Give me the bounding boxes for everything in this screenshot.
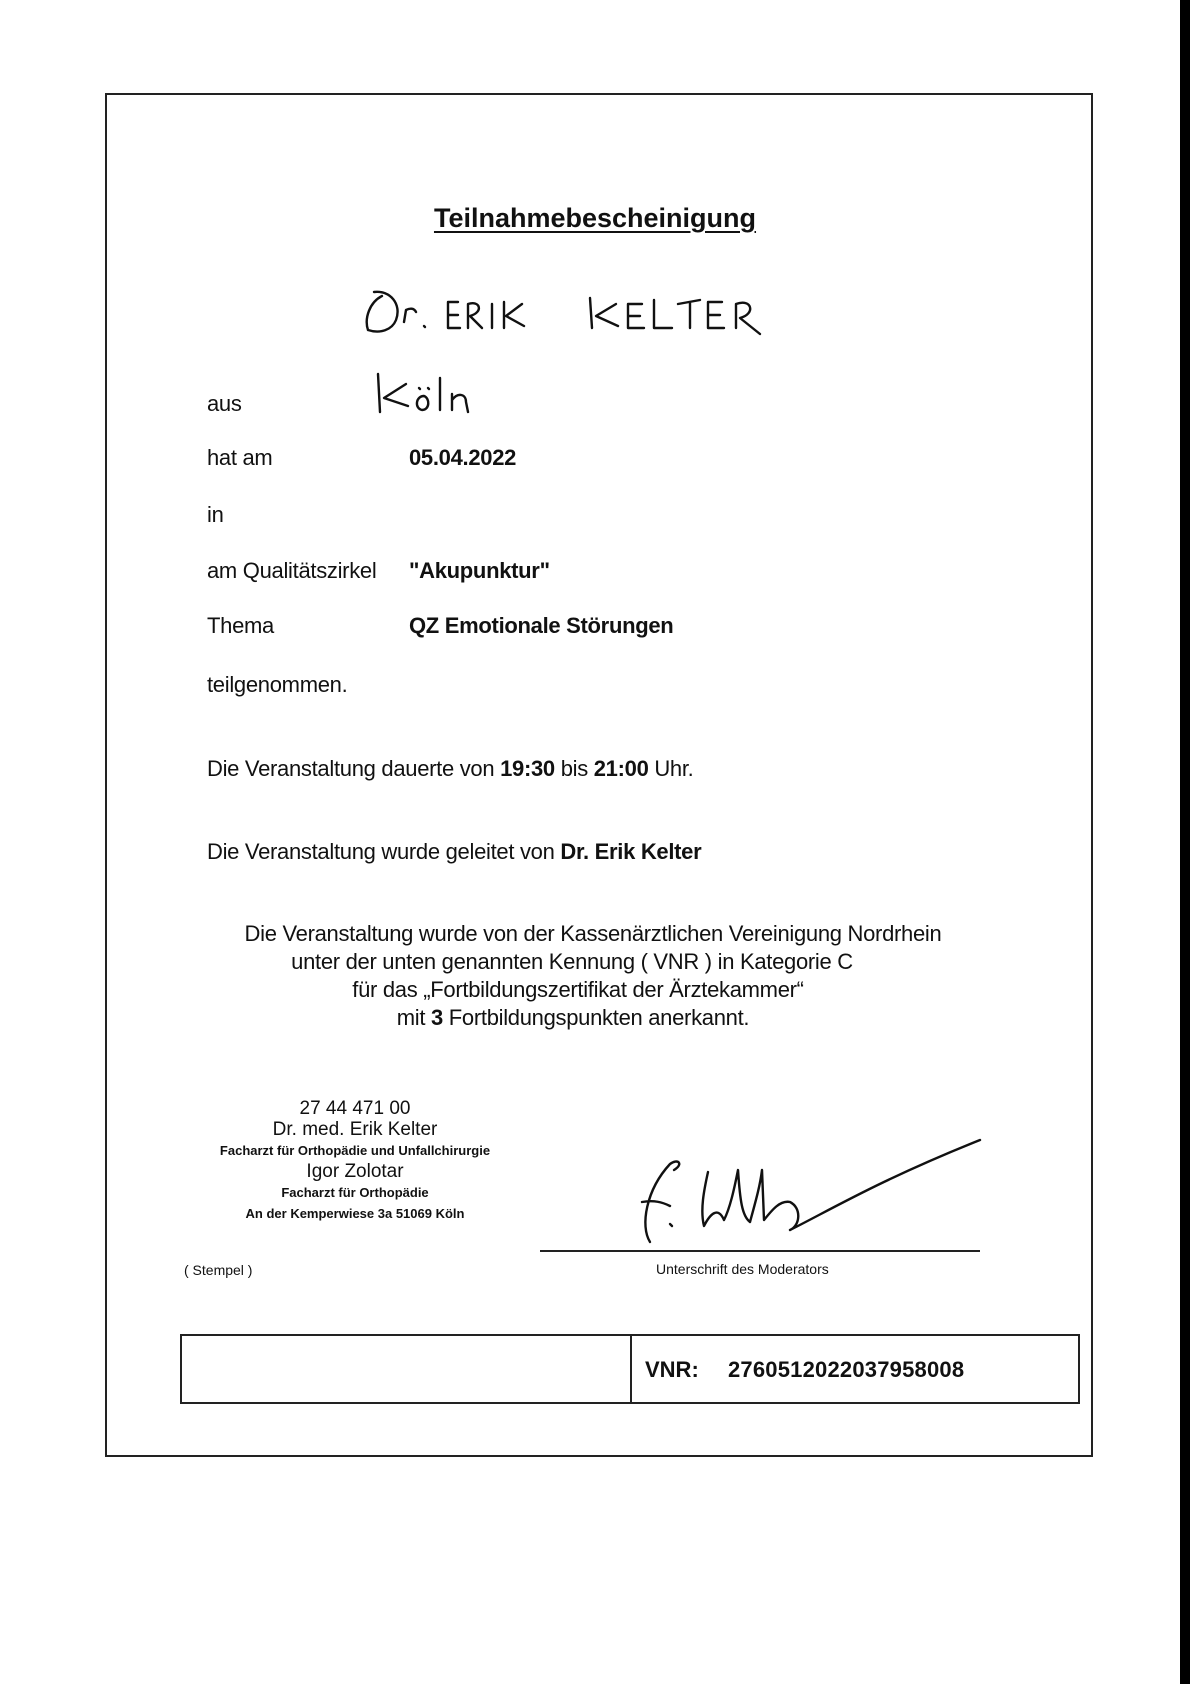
document-title: Teilnahmebescheinigung	[433, 203, 757, 233]
vnr-value: 2760512022037958008	[728, 1357, 965, 1382]
quality-circle-name: "Akupunktur"	[409, 558, 550, 583]
recognition-line-3: für das „Fortbildungszertifikat der Ärztekammer“	[352, 977, 804, 1002]
label-qualitaetszirkel: am Qualitätszirkel	[207, 558, 377, 583]
scan-edge-bar	[1180, 0, 1190, 1684]
handwritten-city	[372, 370, 492, 420]
stamp-address: An der Kemperwiese 3a 51069 Köln	[245, 1206, 465, 1221]
recognition-line-2: unter der unten genannten Kennung ( VNR ) in Kategorie C	[291, 949, 853, 974]
handwritten-name-strokes	[360, 282, 800, 342]
label-aus: aus	[207, 391, 242, 416]
moderator-line	[207, 839, 701, 865]
recognition-points: 3	[431, 1005, 443, 1030]
event-date: 05.04.2022	[409, 445, 517, 470]
moderator-signature	[630, 1130, 990, 1250]
handwritten-name	[360, 282, 800, 342]
vnr-label: VNR:	[645, 1357, 699, 1382]
recognition-line-4	[0, 1004, 1190, 1032]
signature-label: Unterschrift des Moderators	[656, 1261, 829, 1277]
event-topic: QZ Emotionale Störungen	[409, 613, 674, 638]
duration-start: 19:30	[500, 756, 555, 781]
moderator-prefix: Die Veranstaltung wurde geleitet von	[207, 839, 555, 864]
label-hat-am: hat am	[207, 445, 273, 470]
moderator-name: Dr. Erik Kelter	[560, 839, 702, 864]
recognition-points-prefix: mit	[396, 1005, 426, 1030]
stamp-doctor-2-title: Facharzt für Orthopädie	[281, 1185, 429, 1200]
label-thema: Thema	[207, 613, 274, 638]
stamp-doctor-1: Dr. med. Erik Kelter	[272, 1119, 438, 1140]
recognition-line-1: Die Veranstaltung wurde von der Kassenärztlichen Vereinigung Nordrhein	[244, 921, 942, 946]
stamp-label: ( Stempel )	[184, 1262, 253, 1278]
duration-line	[207, 756, 693, 782]
stamp-doctor-1-title: Facharzt für Orthopädie und Unfallchirurgie	[219, 1143, 491, 1158]
doctor-stamp	[150, 1098, 560, 1224]
signature-line	[540, 1250, 980, 1252]
label-teilgenommen: teilgenommen.	[207, 672, 348, 697]
duration-prefix: Die Veranstaltung dauerte von	[207, 756, 495, 781]
stamp-doctor-2: Igor Zolotar	[306, 1161, 404, 1182]
duration-end: 21:00	[593, 756, 649, 781]
duration-suffix: Uhr.	[654, 756, 694, 781]
recognition-text	[0, 920, 1190, 1032]
vnr-box-divider	[630, 1334, 632, 1404]
handwritten-city-strokes	[372, 370, 492, 420]
label-in: in	[207, 502, 224, 527]
recognition-points-suffix: Fortbildungspunkten anerkannt.	[448, 1005, 750, 1030]
duration-middle: bis	[560, 756, 588, 781]
stamp-number: 27 44 471 00	[299, 1098, 411, 1119]
